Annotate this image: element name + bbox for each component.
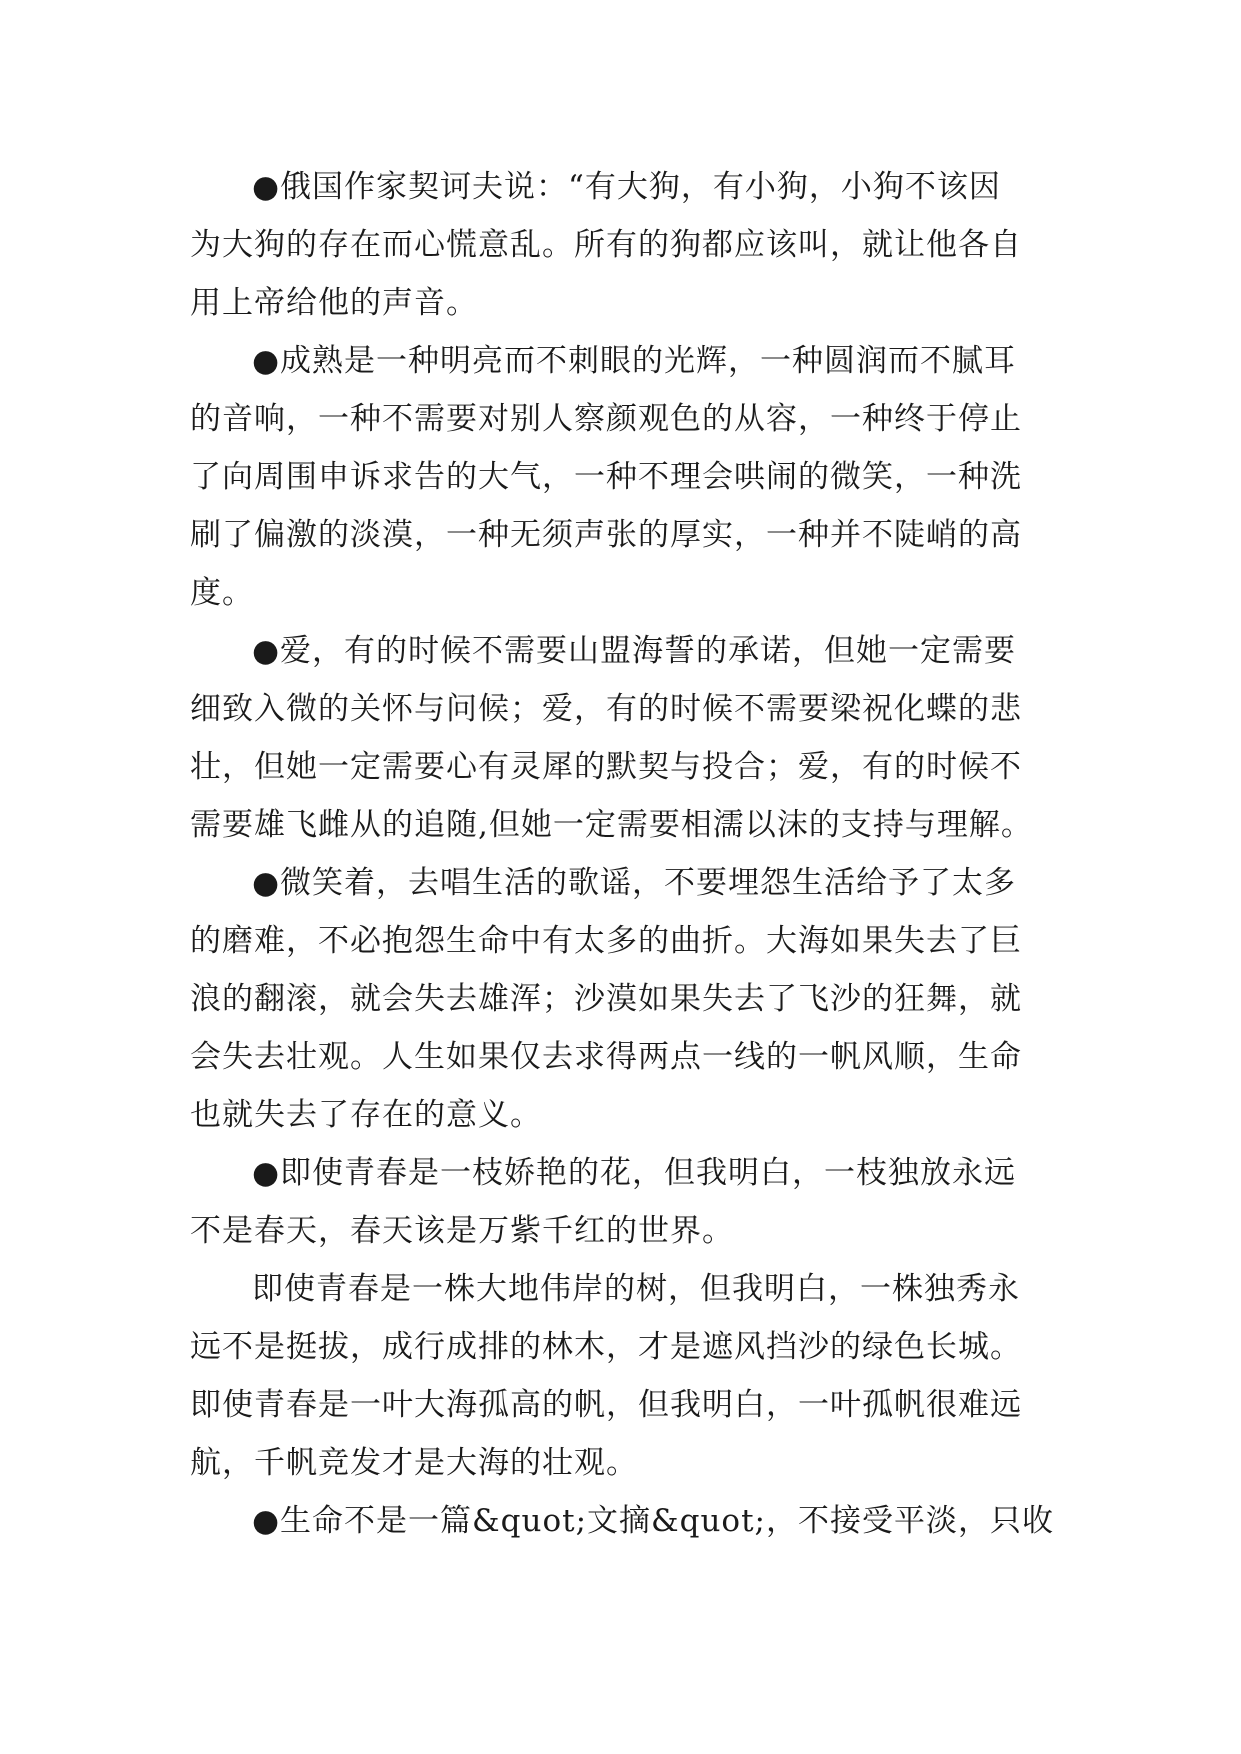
paragraph-line: 浪的翻滚，就会失去雄浑；沙漠如果失去了飞沙的狂舞，就 [190, 981, 1022, 1017]
paragraph-line: 为大狗的存在而心慌意乱。所有的狗都应该叫，就让他各自 [190, 227, 1022, 263]
paragraph-line: 了向周围申诉求告的大气，一种不理会哄闹的微笑，一种洗 [190, 459, 1022, 495]
paragraph-line: 航，千帆竞发才是大海的壮观。 [190, 1445, 638, 1481]
paragraph-line: ●生命不是一篇&quot;文摘&quot;，不接受平淡，只收 [252, 1503, 1054, 1539]
paragraph-line: 刷了偏激的淡漠，一种无须声张的厚实，一种并不陡峭的高 [190, 517, 1022, 553]
paragraph-line: ●微笑着，去唱生活的歌谣，不要埋怨生活给予了太多 [252, 865, 1017, 901]
paragraph-line: ●俄国作家契诃夫说：“有大狗，有小狗，小狗不该因 [252, 169, 1001, 205]
paragraph-line: 也就失去了存在的意义。 [190, 1097, 542, 1133]
paragraph-line: 远不是挺拔，成行成排的林木，才是遮风挡沙的绿色长城。 [190, 1329, 1022, 1365]
paragraph-line: 用上帝给他的声音。 [190, 285, 478, 321]
paragraph-line: 度。 [190, 575, 254, 611]
paragraph-line: 的磨难，不必抱怨生命中有太多的曲折。大海如果失去了巨 [190, 923, 1022, 959]
paragraph-line: 会失去壮观。人生如果仅去求得两点一线的一帆风顺，生命 [190, 1039, 1022, 1075]
paragraph-line: ●即使青春是一枝娇艳的花，但我明白，一枝独放永远 [252, 1155, 1017, 1191]
paragraph-line: 不是春天，春天该是万紫千红的世界。 [190, 1213, 734, 1249]
paragraph-line: ●成熟是一种明亮而不刺眼的光辉，一种圆润而不腻耳 [252, 343, 1017, 379]
paragraph-line: ●爱，有的时候不需要山盟海誓的承诺，但她一定需要 [252, 633, 1017, 669]
paragraph-line: 壮，但她一定需要心有灵犀的默契与投合；爱，有的时候不 [190, 749, 1022, 785]
paragraph-line: 的音响，一种不需要对别人察颜观色的从容，一种终于停止 [190, 401, 1022, 437]
paragraph-line: 即使青春是一株大地伟岸的树，但我明白，一株独秀永 [252, 1271, 1020, 1307]
paragraph-line: 即使青春是一叶大海孤高的帆，但我明白，一叶孤帆很难远 [190, 1387, 1022, 1423]
paragraph-line: 细致入微的关怀与问候；爱，有的时候不需要梁祝化蝶的悲 [190, 691, 1022, 727]
paragraph-line: 需要雄飞雌从的追随,但她一定需要相濡以沫的支持与理解。 [190, 807, 1033, 843]
